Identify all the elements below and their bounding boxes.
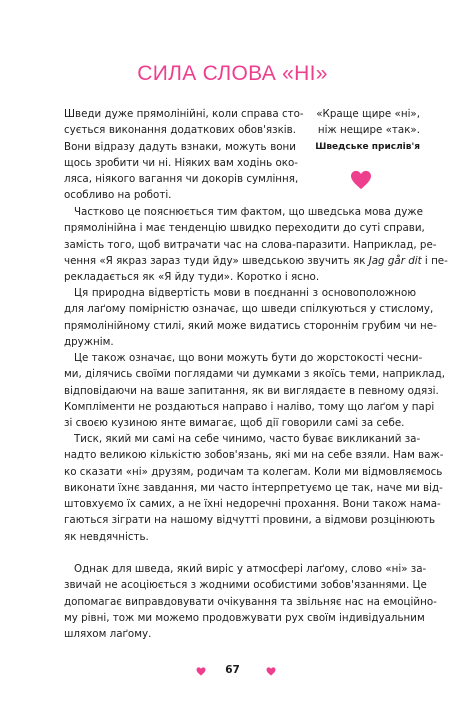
paragraph-1 [64, 204, 448, 285]
page-number: 67 [225, 664, 240, 676]
text-line: звичай не асоціюється з жодними особистими зобов'язаннями. Це [64, 579, 427, 592]
text-line: Однак для шведа, який виріс у атмосфері лаґому, слово «ні» за- [74, 563, 427, 575]
page-title: СИЛА СЛОВА «НІ» [137, 62, 328, 85]
text-line: Шведи дуже прямолінійні, коли справа сто- [64, 108, 304, 120]
text-line: сується виконання додаткових обов'язків. [64, 124, 296, 137]
heart-icon [266, 667, 276, 676]
text-line: ляса, ніякого вагання чи докорів сумління, [64, 173, 299, 185]
text-line: як невдячність. [64, 530, 149, 543]
text-line: замість того, щоб витрачати час на слова-паразити. Наприклад, ре- [64, 238, 437, 251]
text-line: Компліменти не роздаються направо і наліво, тому що лаґом у парі [64, 400, 435, 413]
paragraph-3 [64, 350, 446, 431]
paragraph-5 [64, 561, 437, 642]
intro-paragraph [64, 106, 304, 204]
side-quote [300, 106, 420, 155]
quote-line: ніж нещире «так». [317, 124, 420, 137]
text-line: Тиск, який ми самі на себе чинимо, часто буває викликаний за- [74, 433, 421, 445]
text-segment: і пе- [421, 254, 448, 267]
text-line: надто великою кількістю зобов'язань, які ми на себе взяли. Нам важ- [64, 449, 444, 462]
text-line: штовхуємо їх самих, а не їхні недоречні прохання. Вони також нама- [64, 498, 441, 510]
text-line: особливо на роботі. [64, 189, 172, 202]
text-line: Вони відразу дадуть взнаки, можуть вони [64, 140, 296, 153]
text-line: зі своєю кузиною янте вимагає, щоб дії говорили самі за себе. [64, 417, 405, 429]
text-line: шляхом лаґому. [64, 628, 152, 640]
page-footer [0, 664, 465, 680]
text-line: дружнім. [64, 335, 114, 348]
quote-source: Шведське прислів'я [315, 141, 420, 152]
text-line: ми, ділячись своїми поглядами чи думками з якоїсь теми, наприклад, [64, 368, 446, 381]
text-line: щось зробити чи ні. Ніяких вам ходінь око- [64, 156, 298, 169]
text-line: рекладається як «Я йду туди». Коротко і ясно. [64, 271, 320, 283]
text-line: допомагає виправдовувати очікування та звільняє нас на емоційно- [64, 595, 437, 608]
paragraph-2 [64, 285, 437, 350]
text-line: для лаґому помірністю означає, що шведи спілкуються у стислому, [64, 303, 434, 316]
text-line: ко сказати «ні» друзям, родичам та колегам. Коли ми відмовляємось [64, 465, 443, 478]
text-segment: чення «Я якраз зараз туди йду» шведською звучить як [64, 254, 369, 267]
text-line: Це також означає, що вони можуть бути до жорстокості чесни- [74, 352, 423, 364]
heart-icon [350, 170, 372, 190]
text-line: прямолінійна і має тенденцію швидко переходити до суті справи, [64, 222, 425, 235]
text-line: відповідаючи на ваше запитання, як ви виглядаєте в певному одязі. [64, 384, 439, 397]
text-line [64, 253, 448, 269]
text-line: му рівні, тож ми можемо продовжувати рух своїм індивідуальним [64, 611, 425, 624]
text-line: Ця природна відвертість мови в поєднанні з основоположною [74, 287, 416, 299]
text-line: виконати їхнє завдання, ми часто інтерпретуємо це так, наче ми від- [64, 481, 443, 494]
text-line: прямолінійному стилі, який може видатись стороннім грубим чи не- [64, 319, 437, 332]
quote-line: «Краще щире «ні», [316, 108, 420, 120]
text-line: Частково це пояснюється тим фактом, що шведська мова дуже [74, 206, 423, 218]
text-line: гаються зіграти на нашому відчутті провини, а відмови розцінюють [64, 514, 436, 527]
swedish-phrase: Jag går dit [368, 254, 422, 267]
paragraph-4 [64, 431, 444, 545]
